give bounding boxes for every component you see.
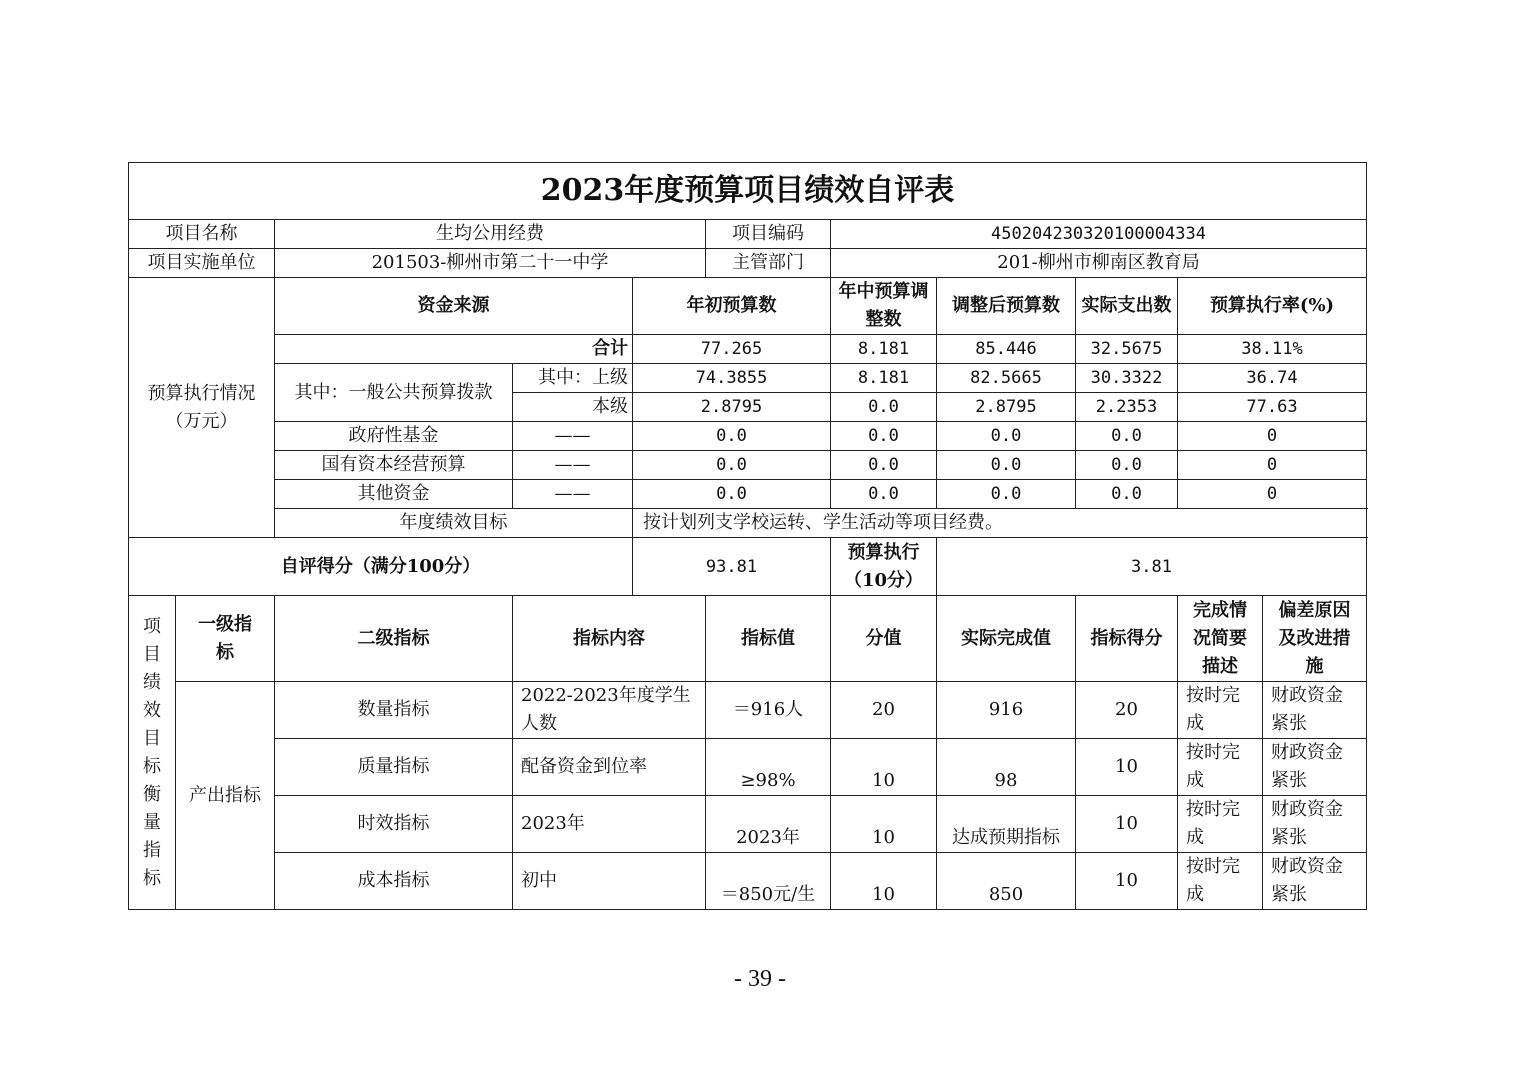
table-row-actual: 98 <box>937 739 1076 796</box>
other-funds-adjusted: 0.0 <box>937 480 1076 509</box>
table-row-target: ≥98% <box>706 739 831 796</box>
table-row-actual: 850 <box>937 853 1076 910</box>
upper-rate: 36.74 <box>1178 364 1367 393</box>
table-row-summary: 按时完成 <box>1178 682 1263 739</box>
table-row-level2: 质量指标 <box>275 739 513 796</box>
table-row-points: 10 <box>831 739 937 796</box>
state-capital-label: 国有资本经营预算 <box>275 451 513 480</box>
table-row-summary: 按时完成 <box>1178 853 1263 910</box>
project-name-label: 项目名称 <box>129 220 275 249</box>
table-row-level2: 数量指标 <box>275 682 513 739</box>
local-level-label: 本级 <box>513 393 633 422</box>
table-row-content: 初中 <box>513 853 706 910</box>
level2-header: 二级指标 <box>275 596 513 682</box>
table-row-score: 10 <box>1076 853 1178 910</box>
gov-fund-actual: 0.0 <box>1076 422 1178 451</box>
table-row-level2: 时效指标 <box>275 796 513 853</box>
budget-exec-score-value: 3.81 <box>937 538 1367 596</box>
table-row-target: ＝850元/生 <box>706 853 831 910</box>
table-row-points: 10 <box>831 796 937 853</box>
gov-fund-dash: —— <box>513 422 633 451</box>
state-capital-mid: 0.0 <box>831 451 937 480</box>
funding-source-header: 资金来源 <box>275 278 633 335</box>
actual-spending-header: 实际支出数 <box>1076 278 1178 335</box>
self-evaluation-table <box>128 162 1367 910</box>
department: 201-柳州市柳南区教育局 <box>831 249 1367 278</box>
annual-goal-text: 按计划列支学校运转、学生活动等项目经费。 <box>633 509 1367 538</box>
local-rate: 77.63 <box>1178 393 1367 422</box>
gov-fund-initial: 0.0 <box>633 422 831 451</box>
state-capital-initial: 0.0 <box>633 451 831 480</box>
initial-budget-header: 年初预算数 <box>633 278 831 335</box>
total-mid: 8.181 <box>831 335 937 364</box>
state-capital-adjusted: 0.0 <box>937 451 1076 480</box>
gov-fund-rate: 0 <box>1178 422 1367 451</box>
table-row-score: 10 <box>1076 739 1178 796</box>
upper-initial: 74.3855 <box>633 364 831 393</box>
total-adjusted: 85.446 <box>937 335 1076 364</box>
budget-section-label: 预算执行情况（万元） <box>129 278 275 538</box>
local-initial: 2.8795 <box>633 393 831 422</box>
actual-value-header: 实际完成值 <box>937 596 1076 682</box>
general-budget-label: 其中：一般公共预算拨款 <box>275 364 513 422</box>
page-number: - 39 - <box>734 966 786 992</box>
upper-adjusted: 82.5665 <box>937 364 1076 393</box>
table-row-level2: 成本指标 <box>275 853 513 910</box>
table-row-actual: 916 <box>937 682 1076 739</box>
state-capital-dash: —— <box>513 451 633 480</box>
local-mid: 0.0 <box>831 393 937 422</box>
local-adjusted: 2.8795 <box>937 393 1076 422</box>
state-capital-actual: 0.0 <box>1076 451 1178 480</box>
indicator-section-label: 项目绩效目标衡量指标 <box>129 596 176 910</box>
local-actual: 2.2353 <box>1076 393 1178 422</box>
other-funds-dash: —— <box>513 480 633 509</box>
department-label: 主管部门 <box>706 249 831 278</box>
table-row-reason: 财政资金紧张 <box>1263 682 1367 739</box>
gov-fund-mid: 0.0 <box>831 422 937 451</box>
self-score-value: 93.81 <box>633 538 831 596</box>
table-row-content: 2023年 <box>513 796 706 853</box>
content-header: 指标内容 <box>513 596 706 682</box>
upper-mid: 8.181 <box>831 364 937 393</box>
upper-actual: 30.3322 <box>1076 364 1178 393</box>
points-header: 分值 <box>831 596 937 682</box>
annual-goal-label: 年度绩效目标 <box>275 509 633 538</box>
reason-header: 偏差原因及改进措施 <box>1263 596 1367 682</box>
gov-fund-adjusted: 0.0 <box>937 422 1076 451</box>
total-label: 合计 <box>275 335 633 364</box>
table-row-points: 10 <box>831 853 937 910</box>
table-row-actual: 达成预期指标 <box>937 796 1076 853</box>
adjusted-budget-header: 调整后预算数 <box>937 278 1076 335</box>
total-rate: 38.11% <box>1178 335 1367 364</box>
project-code: 450204230320100004334 <box>831 220 1367 249</box>
summary-header: 完成情况简要描述 <box>1178 596 1263 682</box>
budget-exec-score-label: 预算执行（10分） <box>831 538 937 596</box>
other-funds-actual: 0.0 <box>1076 480 1178 509</box>
table-row-reason: 财政资金紧张 <box>1263 853 1367 910</box>
table-row-score: 10 <box>1076 796 1178 853</box>
table-row-summary: 按时完成 <box>1178 796 1263 853</box>
gov-fund-label: 政府性基金 <box>275 422 513 451</box>
table-row-content: 配备资金到位率 <box>513 739 706 796</box>
indicator-score-header: 指标得分 <box>1076 596 1178 682</box>
other-funds-label: 其他资金 <box>275 480 513 509</box>
table-row-reason: 财政资金紧张 <box>1263 739 1367 796</box>
project-unit-label: 项目实施单位 <box>129 249 275 278</box>
self-score-label: 自评得分（满分100分） <box>129 538 633 596</box>
table-row-target: ＝916人 <box>706 682 831 739</box>
table-row-target: 2023年 <box>706 796 831 853</box>
project-name: 生均公用经费 <box>275 220 706 249</box>
other-funds-rate: 0 <box>1178 480 1367 509</box>
total-actual: 32.5675 <box>1076 335 1178 364</box>
other-funds-initial: 0.0 <box>633 480 831 509</box>
project-code-label: 项目编码 <box>706 220 831 249</box>
project-unit: 201503-柳州市第二十一中学 <box>275 249 706 278</box>
level1-output: 产出指标 <box>176 682 275 910</box>
execution-rate-header: 预算执行率(%) <box>1178 278 1367 335</box>
table-row-content: 2022-2023年度学生人数 <box>513 682 706 739</box>
mid-year-adjust-header: 年中预算调整数 <box>831 278 937 335</box>
state-capital-rate: 0 <box>1178 451 1367 480</box>
upper-level-label: 其中：上级 <box>513 364 633 393</box>
other-funds-mid: 0.0 <box>831 480 937 509</box>
total-initial: 77.265 <box>633 335 831 364</box>
table-row-points: 20 <box>831 682 937 739</box>
table-row-summary: 按时完成 <box>1178 739 1263 796</box>
table-row-score: 20 <box>1076 682 1178 739</box>
target-header: 指标值 <box>706 596 831 682</box>
table-title: 2023年度预算项目绩效自评表 <box>129 163 1367 220</box>
level1-header: 一级指标 <box>176 596 275 682</box>
table-row-reason: 财政资金紧张 <box>1263 796 1367 853</box>
